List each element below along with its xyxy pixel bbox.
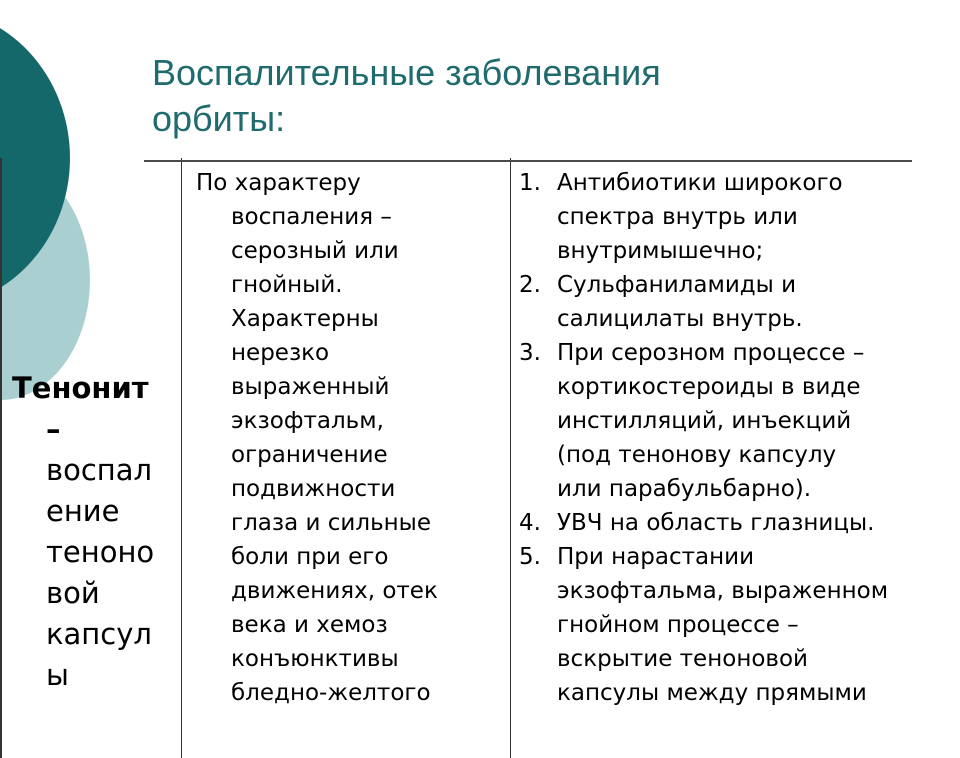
treatment-text: Сульфаниламиды и салицилаты внутрь. — [557, 272, 803, 332]
disease-description: По характеру воспаления – серозный или гнойный. Характерны нерезко выраженный экзофтальм, ограничение подвижности глаза и сильные боли при его движениях, отек века и хемоз конъюнктивы бледно-желтого — [196, 170, 438, 706]
treatment-text: При серозном процессе – кортикостероиды в виде инстилляций, инъекций (под тенонову капсулу или парабульбарно). — [557, 340, 865, 502]
slide-title: Воспалительные заболевания орбиты: — [152, 52, 661, 139]
disease-name: Тенонит — [12, 371, 149, 405]
treatment-list — [519, 166, 959, 710]
table-cell-disease — [0, 158, 182, 758]
treatment-item — [519, 540, 959, 710]
treatment-item — [519, 506, 959, 540]
disease-definition: воспал ение теноно вой капсул ы — [46, 453, 155, 692]
table-top-rule — [144, 160, 912, 162]
treatment-text: УВЧ на область глазницы. — [557, 510, 875, 536]
treatment-item — [519, 268, 959, 336]
disease-dash: – — [46, 412, 61, 446]
treatment-number: 4. — [519, 510, 541, 536]
treatment-item — [519, 336, 959, 506]
table-cell-treatment — [511, 158, 960, 758]
table-cell-description — [182, 158, 511, 758]
treatment-item — [519, 166, 959, 268]
treatment-number: 3. — [519, 340, 541, 366]
disease-label — [12, 368, 178, 696]
disease-table — [0, 158, 960, 758]
treatment-text: При нарастании экзофтальма, выраженном гнойном процессе – вскрытие теноновой капсулы между прямыми — [557, 544, 889, 706]
treatment-text: Антибиотики широкого спектра внутрь или внутримышечно; — [557, 170, 843, 264]
treatment-number: 5. — [519, 544, 541, 570]
treatment-number: 2. — [519, 272, 541, 298]
treatment-number: 1. — [519, 170, 541, 196]
